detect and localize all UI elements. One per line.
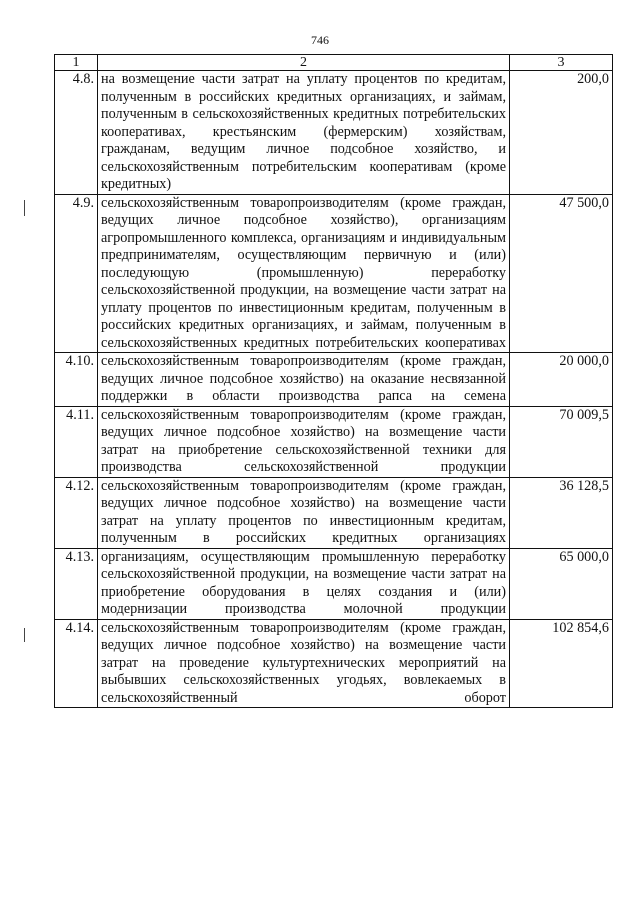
table-row [55,406,613,477]
row-description: сельскохозяйственным товаропроизводителям (кроме граждан, ведущих личное подсобное хозяйство) на возмещение части затрат на проведение культуртехнических мероприятий на выбывших сельскохозяйственных угодьях, вовлекаемых в сельскохозяйственный оборот [98,619,510,708]
table-row [55,194,613,353]
row-amount: 36 128,5 [510,477,613,548]
table-row [55,71,613,195]
row-amount: 70 009,5 [510,406,613,477]
table-row [55,548,613,619]
row-number: 4.12. [55,477,98,548]
row-description: сельскохозяйственным товаропроизводителям (кроме граждан, ведущих личное подсобное хозяйство), организациям агропромышленного комплекса, организациям и индивидуальным предпринимателям, осуществляющим первичную и (или) последующую (промышленную) переработку сельскохозяйственной продукции, на возмещение части затрат на уплату процентов по инвестиционным кредитам, полученным в российских кредитных организациях, и займам, полученным в сельскохозяйственных кредитных потребительских кооперативах [98,194,510,353]
row-number: 4.11. [55,406,98,477]
row-description: организациям, осуществляющим промышленную переработку сельскохозяйственной продукции, на возмещение части затрат на приобретение оборудования в целях создания и (или) модернизации производства молочной продукции [98,548,510,619]
margin-mark [24,628,25,642]
budget-table [54,54,613,708]
table-header-row [55,55,613,71]
column-header: 1 [55,55,98,71]
row-number: 4.8. [55,71,98,195]
row-amount: 65 000,0 [510,548,613,619]
margin-mark [24,200,25,216]
row-number: 4.9. [55,194,98,353]
row-amount: 20 000,0 [510,353,613,407]
table-row [55,477,613,548]
row-description: сельскохозяйственным товаропроизводителям (кроме граждан, ведущих личное подсобное хозяйство) на возмещение части затрат на приобретение сельскохозяйственной техники для производства сельскохозяйственной продукции [98,406,510,477]
table-row [55,353,613,407]
table-row [55,619,613,708]
page-number: 746 [311,33,329,47]
row-description: сельскохозяйственным товаропроизводителям (кроме граждан, ведущих личное подсобное хозяйство) на оказание несвязанной поддержки в области производства рапса на семена [98,353,510,407]
row-amount: 102 854,6 [510,619,613,708]
column-header: 2 [98,55,510,71]
row-description: на возмещение части затрат на уплату процентов по кредитам, полученным в российских кредитных организациях, и займам, полученным в сельскохозяйственных кредитных потребительских кооперативах, крестьянским (фермерским) хозяйствам, гражданам, ведущим личное подсобное хозяйство, и сельскохозяйственным потребительским кооперативам (кроме кредитных) [98,71,510,195]
row-amount: 47 500,0 [510,194,613,353]
row-number: 4.14. [55,619,98,708]
row-number: 4.13. [55,548,98,619]
column-header: 3 [510,55,613,71]
row-description: сельскохозяйственным товаропроизводителям (кроме граждан, ведущих личное подсобное хозяйство) на возмещение части затрат на уплату процентов по инвестиционным кредитам, полученным в российских кредитных организациях [98,477,510,548]
row-amount: 200,0 [510,71,613,195]
row-number: 4.10. [55,353,98,407]
